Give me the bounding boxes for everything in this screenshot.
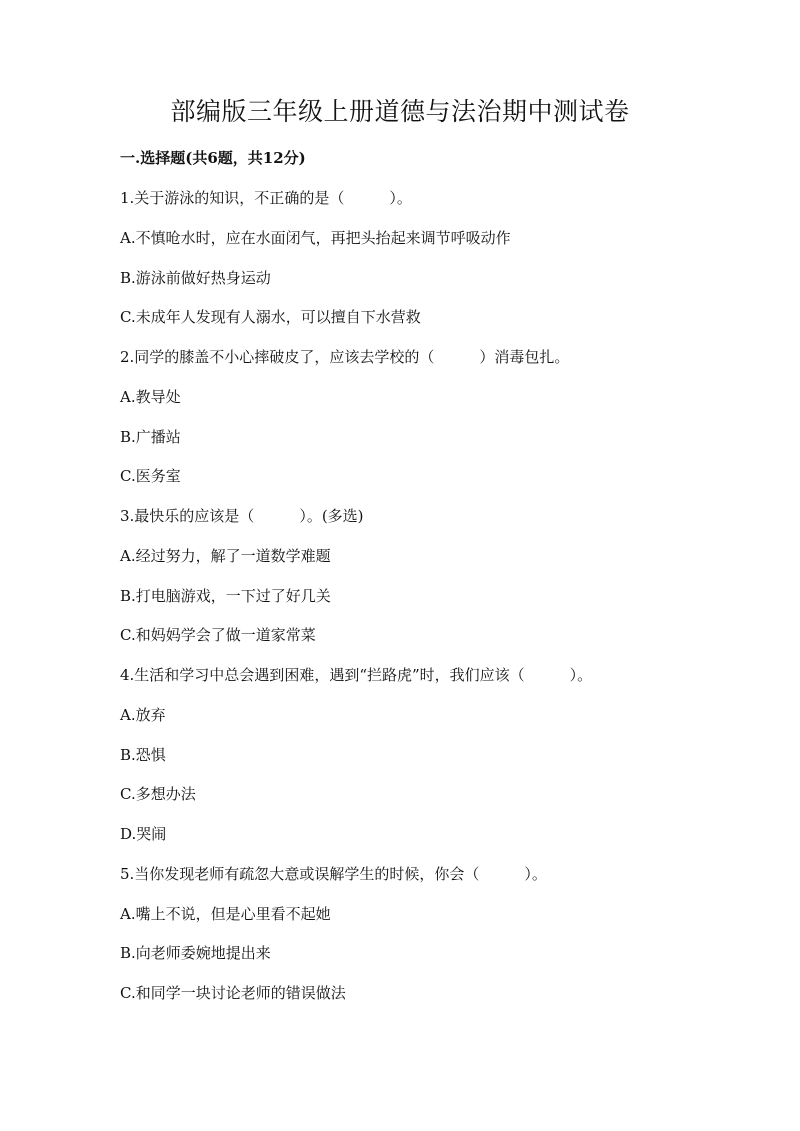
question-1-option-c: C.未成年人发现有人溺水，可以擅自下水营救 [120,308,421,326]
question-3-option-a: A.经过努力，解了一道数学难题 [120,547,331,565]
question-1-option-a: A.不慎呛水时，应在水面闭气，再把头抬起来调节呼吸动作 [120,229,511,247]
question-2: 2.同学的膝盖不小心摔破皮了，应该去学校的（ ）消毒包扎。 [120,348,570,366]
question-5-option-b: B.向老师委婉地提出来 [120,944,271,962]
question-3-option-c: C.和妈妈学会了做一道家常菜 [120,626,316,644]
question-4-option-c: C.多想办法 [120,785,196,803]
question-4-option-b: B.恐惧 [120,746,166,764]
question-2-option-a: A.教导处 [120,388,181,406]
question-3: 3.最快乐的应该是（ ）。(多选) [120,507,364,525]
question-3-option-b: B.打电脑游戏，一下过了好几关 [120,587,331,605]
question-5-option-c: C.和同学一块讨论老师的错误做法 [120,984,346,1002]
section-heading: 一.选择题(共6题，共12分) [120,149,306,167]
question-4-option-d: D.哭闹 [120,825,167,843]
question-4: 4.生活和学习中总会遇到困难，遇到“拦路虎”时，我们应该（ ）。 [120,666,593,684]
question-1-option-b: B.游泳前做好热身运动 [120,269,271,287]
question-1: 1.关于游泳的知识，不正确的是（ ）。 [120,189,412,207]
question-5-option-a: A.嘴上不说，但是心里看不起她 [120,905,331,923]
question-2-option-c: C.医务室 [120,467,181,485]
page-title: 部编版三年级上册道德与法治期中测试卷 [170,97,630,126]
question-2-option-b: B.广播站 [120,428,181,446]
question-4-option-a: A.放弃 [120,706,166,724]
question-5: 5.当你发现老师有疏忽大意或误解学生的时候，你会（ ）。 [120,865,547,883]
